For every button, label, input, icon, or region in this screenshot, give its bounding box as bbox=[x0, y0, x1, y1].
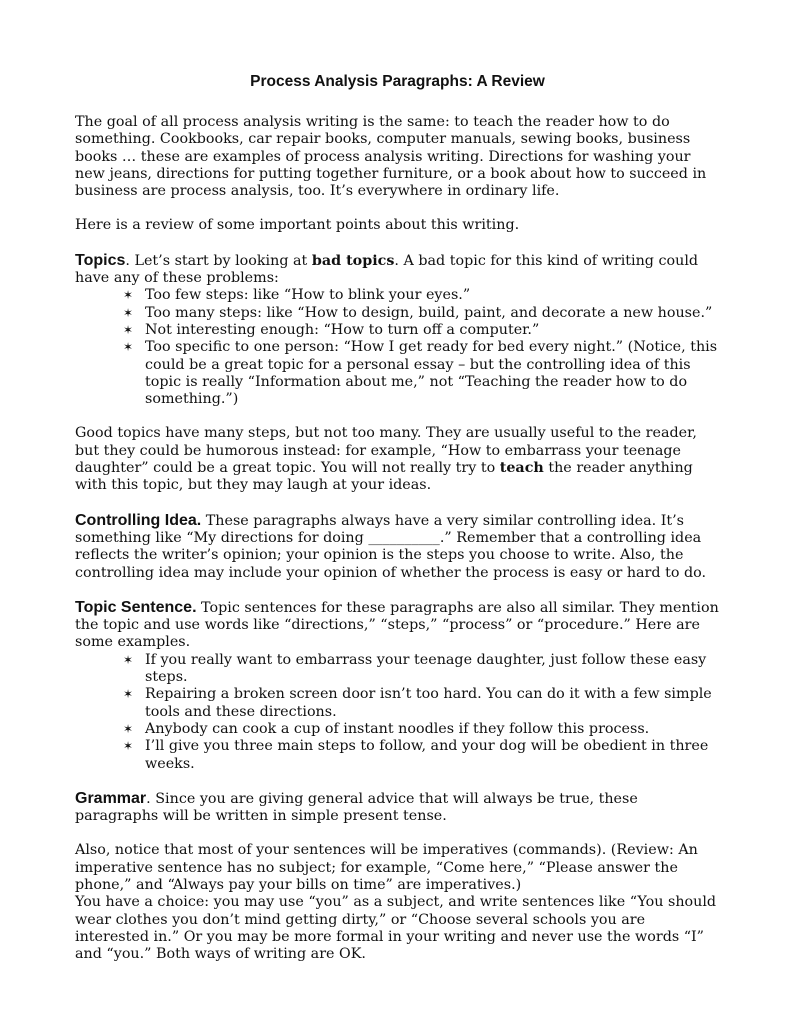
topics-heading: Topics bbox=[75, 251, 126, 269]
good-topics-text-2: the reader anything with this topic, but they may laugh at your ideas. bbox=[75, 460, 693, 494]
list-item bbox=[123, 322, 720, 339]
star-bullet-icon: ✶ bbox=[123, 739, 134, 754]
star-bullet-icon: ✶ bbox=[123, 340, 134, 355]
star-bullet-icon: ✶ bbox=[123, 288, 134, 303]
grammar-paragraph bbox=[75, 790, 720, 826]
imperatives-paragraph: Also, notice that most of your sentences will be imperatives (commands). (Review: An imperative sentence has no subject; for example, “Come here,” “Please answer the phone,” and “Always pay your bills on time” are imperatives.) bbox=[75, 842, 698, 893]
list-item-text: Too specific to one person: “How I get ready for bed every night.” (Notice, this could be a great topic for a personal essay – but the controlling idea of this topic is really “Information about me,” not “Teaching the reader how to do something.”) bbox=[145, 339, 718, 408]
star-bullet-icon: ✶ bbox=[123, 652, 134, 667]
teach-bold: teach bbox=[499, 460, 544, 477]
topics-paragraph bbox=[75, 252, 720, 288]
page-title: Process Analysis Paragraphs: A Review bbox=[250, 73, 545, 90]
intro-paragraph: The goal of all process analysis writing is the same: to teach the reader how to do something. Cookbooks, car repair books, computer manuals, sewing books, business books … these are examples of process analysis writing. Directions for washing your new jeans, directions for putting together furniture, or a book about how to succeed in business are process analysis, too. It’s everywhere in ordinary life. bbox=[75, 114, 707, 200]
list-item bbox=[123, 287, 720, 304]
controlling-idea-text: These paragraphs always have a very similar controlling idea. It’s something like “My directions for doing __________.” Remember that a controlling idea reflects the writer’s opinion; your opinion is the steps you choose to write. Also, the controlling idea may include your opinion of whether the process is easy or hard to do. bbox=[75, 512, 707, 581]
list-item-text: Too many steps: like “How to design, build, paint, and decorate a new house.” bbox=[145, 304, 713, 321]
controlling-idea-heading: Controlling Idea. bbox=[75, 511, 202, 529]
topic-sentence-heading: Topic Sentence. bbox=[75, 598, 197, 616]
controlling-idea-paragraph bbox=[75, 512, 720, 582]
document-page bbox=[75, 72, 720, 963]
grammar-heading: Grammar bbox=[75, 789, 147, 807]
list-item-text: Too few steps: like “How to blink your eyes.” bbox=[145, 287, 471, 304]
list-item bbox=[123, 738, 720, 773]
choice-paragraph: You have a choice: you may use “you” as a subject, and write sentences like “You should wear clothes you don’t mind getting dirty,” or “Choose several schools you are interested in.” Or you may be more formal in your writing and never use the words “I” and “you.” Both ways of writing are OK. bbox=[75, 894, 717, 963]
list-item bbox=[123, 686, 720, 721]
list-item bbox=[123, 721, 720, 738]
star-bullet-icon: ✶ bbox=[123, 687, 134, 702]
topics-text-2: . A bad topic for this kind of writing could have any of these problems: bbox=[75, 252, 699, 287]
good-topics-text-1: Good topics have many steps, but not too many. They are usually useful to the reader, but they could be humorous instead: for example, “How to embarrass your teenage daughter” could be a great topic. You will not really try to bbox=[75, 425, 697, 477]
star-bullet-icon: ✶ bbox=[123, 721, 134, 736]
star-bullet-icon: ✶ bbox=[123, 305, 134, 320]
topics-text-1: . Let’s start by looking at bbox=[125, 252, 312, 269]
bad-topics-list bbox=[75, 287, 720, 408]
review-line: Here is a review of some important points about this writing. bbox=[75, 217, 520, 234]
good-topics-paragraph bbox=[75, 425, 720, 494]
list-item-text: Repairing a broken screen door isn’t too hard. You can do it with a few simple tools and these directions. bbox=[145, 686, 712, 720]
grammar-text: . Since you are giving general advice that will always be true, these paragraphs will be written in simple present tense. bbox=[75, 790, 638, 825]
list-item-text: I’ll give you three main steps to follow, and your dog will be obedient in three weeks. bbox=[145, 738, 709, 772]
list-item bbox=[123, 339, 720, 408]
topic-sentence-examples-list bbox=[75, 652, 720, 773]
list-item-text: Anybody can cook a cup of instant noodles if they follow this process. bbox=[145, 720, 650, 737]
bad-topics-bold: bad topics bbox=[311, 252, 395, 269]
list-item bbox=[123, 652, 720, 687]
list-item-text: If you really want to embarrass your teenage daughter, just follow these easy steps. bbox=[145, 651, 707, 686]
star-bullet-icon: ✶ bbox=[123, 322, 134, 337]
list-item bbox=[123, 305, 720, 322]
topic-sentence-paragraph bbox=[75, 599, 720, 652]
list-item-text: Not interesting enough: “How to turn off a computer.” bbox=[145, 321, 540, 338]
topic-sentence-text: Topic sentences for these paragraphs are also all similar. They mention the topic and use words like “directions,” “steps,” “process” or “procedure.” Here are some examples. bbox=[75, 599, 719, 651]
